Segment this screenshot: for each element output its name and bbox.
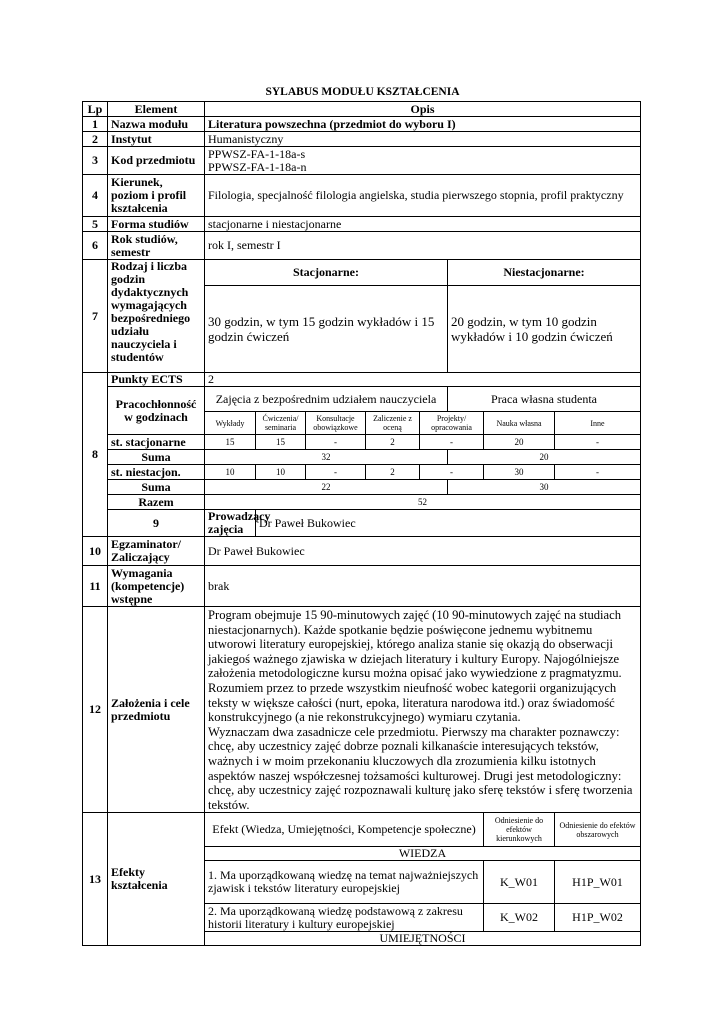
goals-text bbox=[205, 607, 641, 813]
col-head: Zaliczenie z oceną bbox=[366, 412, 420, 435]
row-label: Rodzaj i liczba godzin dydaktycznych wymagających bezpośredniego udziału nauczyciela i studentów bbox=[108, 260, 205, 373]
row-11 bbox=[83, 566, 641, 607]
col-head: Konsultacje obowiązkowe bbox=[306, 412, 366, 435]
effect-text: 1. Ma uporządkowaną wiedzę na temat najważniejszych zjawisk i tekstów literatury europejskiej bbox=[205, 861, 484, 904]
effect-area-code: H1P_W01 bbox=[555, 861, 641, 904]
row-lp: 12 bbox=[83, 607, 108, 813]
cell-value: 2 bbox=[366, 435, 420, 450]
knowledge-section: WIEDZA bbox=[205, 847, 641, 861]
goals-paragraph: Program obejmuje 15 90-minutowych zajęć (10 90-minutowych zajęć na studiach niestacjonarnych). Każde spotkanie będzie poświęcone jednemu wybitnemu utworowi literatury europejskiej, którego analiza stanie się okazją do obserwacji jakiegoś ważnego zjawiska w dziejach literatury i kultury Europy. Najogólniejsze założenia metodologiczne kursu można opisać jako wywiedzione z pragmatyzmu. Rozumiem przez to przede wszystkim nieufność wobec kategorii organizujących teksty w większe całości (nurt, epoka, literatura narodowa itd.) oraz świadomość konstrukcyjnego (a nie rekonstrukcyjnego) wymiaru czytania. bbox=[208, 608, 622, 725]
cell-value: 20 bbox=[484, 435, 555, 450]
row-lp: 11 bbox=[83, 566, 108, 607]
row-8-niestac bbox=[83, 465, 641, 480]
cell-value: 10 bbox=[256, 465, 306, 480]
col-head: Inne bbox=[555, 412, 641, 435]
sum-label: Suma bbox=[108, 450, 205, 465]
row-8-stac bbox=[83, 435, 641, 450]
sum-direct: 22 bbox=[205, 480, 448, 495]
direction-col-head: Odniesienie do efektów kierunkowych bbox=[484, 813, 555, 847]
row-9 bbox=[83, 510, 641, 537]
direct-contact-head: Zajęcia z bezpośrednim udziałem nauczyciela bbox=[205, 387, 448, 412]
cell-value: 30 bbox=[484, 465, 555, 480]
header-lp: Lp bbox=[83, 102, 108, 117]
self-study-head: Praca własna studenta bbox=[448, 387, 641, 412]
cell-value: - bbox=[555, 435, 641, 450]
cell-value: - bbox=[555, 465, 641, 480]
cell-value: - bbox=[420, 465, 484, 480]
effect-direction-code: K_W01 bbox=[484, 861, 555, 904]
row-lp: 3 bbox=[83, 147, 108, 175]
row-3 bbox=[83, 147, 641, 175]
row-8-niestac-sum bbox=[83, 480, 641, 495]
row-13-head bbox=[83, 813, 641, 847]
document-title: SYLABUS MODUŁU KSZTAŁCENIA bbox=[265, 86, 460, 98]
row-lp: 6 bbox=[83, 232, 108, 260]
nonstationary-hours: 20 godzin, w tym 10 godzin wykładów i 10 godzin ćwiczeń bbox=[448, 286, 641, 373]
sum-label: Suma bbox=[108, 480, 205, 495]
row-lp: 1 bbox=[83, 117, 108, 132]
row-value: Dr Paweł Bukowiec bbox=[205, 537, 641, 566]
row-label: Kierunek, poziom i profil kształcenia bbox=[108, 175, 205, 217]
skills-section: UMIEJĘTNOŚCI bbox=[205, 932, 641, 946]
stationary-label: st. stacjonarne bbox=[108, 435, 205, 450]
total-label: Razem bbox=[108, 495, 205, 510]
row-value: Humanistyczny bbox=[205, 132, 641, 147]
col-head: Ćwiczenia/ seminaria bbox=[256, 412, 306, 435]
col-head: Wykłady bbox=[205, 412, 256, 435]
row-value: Literatura powszechna (przedmiot do wyboru I) bbox=[205, 117, 641, 132]
row-lp: 5 bbox=[83, 217, 108, 232]
row-label: Prowadzący zajęcia bbox=[205, 510, 256, 537]
row-label: Wymagania (kompetencje) wstępne bbox=[108, 566, 205, 607]
cell-value: 15 bbox=[205, 435, 256, 450]
effect-direction-code: K_W02 bbox=[484, 904, 555, 932]
col-head: Nauka własna bbox=[484, 412, 555, 435]
nonstationary-head: Niestacjonarne: bbox=[448, 260, 641, 286]
total-value: 52 bbox=[205, 495, 641, 510]
ects-label: Punkty ECTS bbox=[108, 373, 205, 387]
cell-value: 10 bbox=[205, 465, 256, 480]
row-7-head bbox=[83, 260, 641, 286]
nonstationary-label: st. niestacjon. bbox=[108, 465, 205, 480]
row-lp: 8 bbox=[83, 373, 108, 537]
row-label: Kod przedmiotu bbox=[108, 147, 205, 175]
effect-col-head: Efekt (Wiedza, Umiejętności, Kompetencje społeczne) bbox=[205, 813, 484, 847]
row-value bbox=[205, 147, 641, 175]
row-value: stacjonarne i niestacjonarne bbox=[205, 217, 641, 232]
row-8-head bbox=[83, 387, 641, 412]
row-12 bbox=[83, 607, 641, 813]
row-4 bbox=[83, 175, 641, 217]
cell-value: - bbox=[306, 435, 366, 450]
row-value: Filologia, specjalność filologia angielska, studia pierwszego stopnia, profil praktyczny bbox=[205, 175, 641, 217]
cell-value: 2 bbox=[366, 465, 420, 480]
stationary-head: Stacjonarne: bbox=[205, 260, 448, 286]
ects-value: 2 bbox=[205, 373, 641, 387]
sum-self: 30 bbox=[448, 480, 641, 495]
row-label: Rok studiów, semestr bbox=[108, 232, 205, 260]
row-lp: 7 bbox=[83, 260, 108, 373]
row-value: Dr Paweł Bukowiec bbox=[256, 510, 641, 537]
effect-area-code: H1P_W02 bbox=[555, 904, 641, 932]
cell-value: 15 bbox=[256, 435, 306, 450]
row-label: Egzaminator/ Zaliczający bbox=[108, 537, 205, 566]
row-label: Efekty kształcenia bbox=[108, 813, 205, 946]
row-8-ects bbox=[83, 373, 641, 387]
row-lp: 9 bbox=[108, 510, 205, 537]
row-value: brak bbox=[205, 566, 641, 607]
workload-label: Pracochłonność w godzinach bbox=[108, 387, 205, 435]
header-element: Element bbox=[108, 102, 205, 117]
row-value: rok I, semestr I bbox=[205, 232, 641, 260]
row-10 bbox=[83, 537, 641, 566]
stationary-hours: 30 godzin, w tym 15 godzin wykładów i 15 godzin ćwiczeń bbox=[205, 286, 448, 373]
row-label: Założenia i cele przedmiotu bbox=[108, 607, 205, 813]
area-col-head: Odniesienie do efektów obszarowych bbox=[555, 813, 641, 847]
row-lp: 2 bbox=[83, 132, 108, 147]
row-lp: 10 bbox=[83, 537, 108, 566]
col-head: Projekty/ opracowania bbox=[420, 412, 484, 435]
header-row bbox=[83, 102, 641, 117]
cell-value: - bbox=[420, 435, 484, 450]
row-label: Forma studiów bbox=[108, 217, 205, 232]
row-lp: 4 bbox=[83, 175, 108, 217]
row-8-stac-sum bbox=[83, 450, 641, 465]
sum-self: 20 bbox=[448, 450, 641, 465]
cell-value: - bbox=[306, 465, 366, 480]
header-opis: Opis bbox=[205, 102, 641, 117]
row-8-total bbox=[83, 495, 641, 510]
row-5 bbox=[83, 217, 641, 232]
code-nonstationary: PPWSZ-FA-1-18a-n bbox=[208, 159, 307, 174]
row-1 bbox=[83, 117, 641, 132]
syllabus-table bbox=[82, 101, 641, 946]
row-6 bbox=[83, 232, 641, 260]
row-lp: 13 bbox=[83, 813, 108, 946]
row-label: Instytut bbox=[108, 132, 205, 147]
goals-paragraph: Wyznaczam dwa zasadnicze cele przedmiotu. Pierwszy ma charakter poznawczy: chcę, aby uczestnicy zajęć dobrze poznali kilkanaście interesujących tekstów, ważnych i w moim przekonaniu kluczowych dla zrozumienia kilku istotnych aspektów naszej współczesnej tożsamości kulturowej. Drugi jest metodologiczny: chcę, aby uczestnicy zajęć rozpoznawali kulturę jako sferę tekstów i sferę tworzenia tekstów. bbox=[208, 724, 633, 812]
row-label: Nazwa modułu bbox=[108, 117, 205, 132]
row-2 bbox=[83, 132, 641, 147]
sum-direct: 32 bbox=[205, 450, 448, 465]
code-stationary: PPWSZ-FA-1-18a-s bbox=[208, 146, 306, 161]
effect-text: 2. Ma uporządkowaną wiedzę podstawową z zakresu historii literatury i kultury europejskiej bbox=[205, 904, 484, 932]
